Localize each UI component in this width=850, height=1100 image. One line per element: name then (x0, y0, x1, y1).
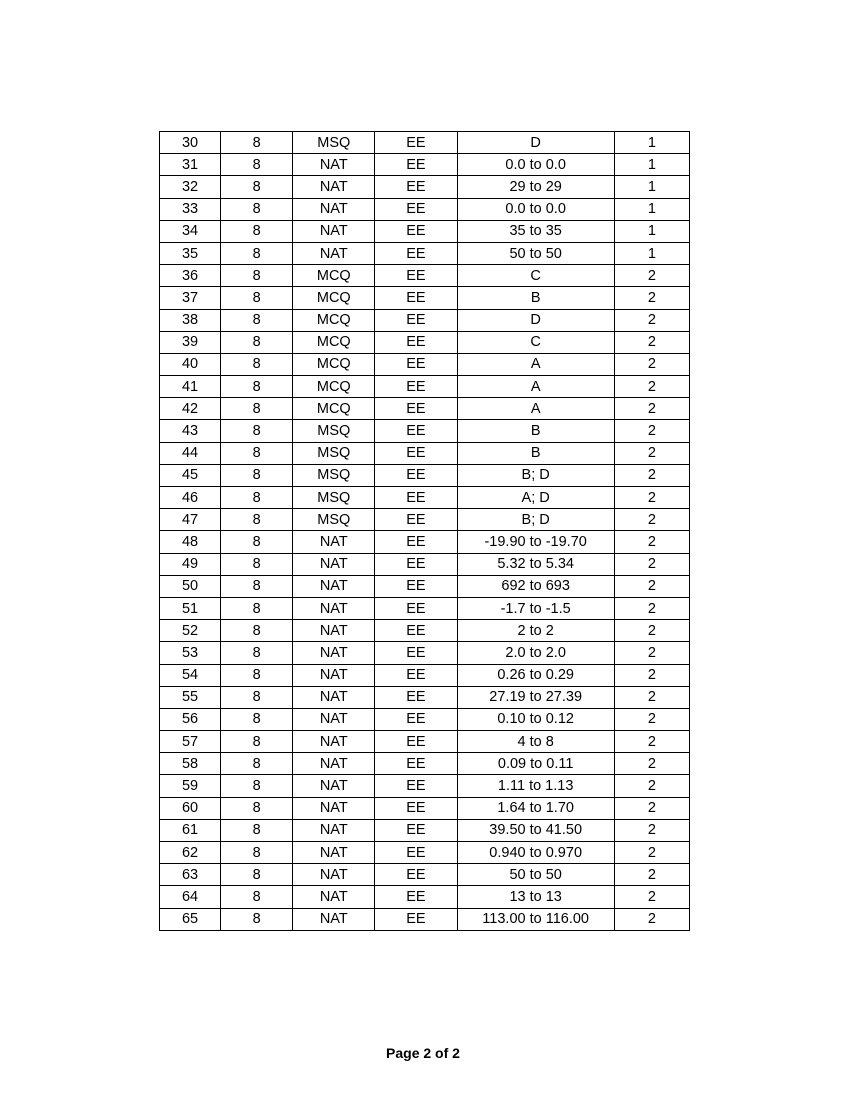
section-cell: EE (375, 398, 457, 420)
section-cell: EE (375, 509, 457, 531)
table-row (160, 686, 690, 708)
session-cell: 8 (221, 886, 293, 908)
session-cell: 8 (221, 642, 293, 664)
answer-key-cell: B; D (457, 509, 614, 531)
table-row (160, 864, 690, 886)
marks-cell: 1 (614, 198, 689, 220)
answer-key-cell: B (457, 420, 614, 442)
section-cell: EE (375, 597, 457, 619)
question-number-cell: 45 (160, 464, 221, 486)
marks-cell: 2 (614, 775, 689, 797)
question-type-cell: NAT (293, 642, 375, 664)
marks-cell: 1 (614, 176, 689, 198)
answer-key-cell: 1.11 to 1.13 (457, 775, 614, 797)
session-cell: 8 (221, 708, 293, 730)
question-type-cell: MCQ (293, 265, 375, 287)
question-number-cell: 52 (160, 620, 221, 642)
answer-key-cell: A (457, 398, 614, 420)
answer-key-cell: 50 to 50 (457, 864, 614, 886)
section-cell: EE (375, 220, 457, 242)
session-cell: 8 (221, 575, 293, 597)
marks-cell: 2 (614, 886, 689, 908)
question-type-cell: NAT (293, 731, 375, 753)
question-number-cell: 30 (160, 132, 221, 154)
answer-key-cell: -19.90 to -19.70 (457, 531, 614, 553)
question-number-cell: 43 (160, 420, 221, 442)
session-cell: 8 (221, 242, 293, 264)
question-number-cell: 62 (160, 842, 221, 864)
section-cell: EE (375, 886, 457, 908)
table-row (160, 797, 690, 819)
section-cell: EE (375, 487, 457, 509)
section-cell: EE (375, 797, 457, 819)
section-cell: EE (375, 731, 457, 753)
question-number-cell: 61 (160, 819, 221, 841)
question-number-cell: 33 (160, 198, 221, 220)
marks-cell: 1 (614, 132, 689, 154)
answer-key-cell: A; D (457, 487, 614, 509)
section-cell: EE (375, 464, 457, 486)
section-cell: EE (375, 376, 457, 398)
table-row (160, 597, 690, 619)
marks-cell: 2 (614, 287, 689, 309)
answer-key-cell: C (457, 265, 614, 287)
session-cell: 8 (221, 309, 293, 331)
session-cell: 8 (221, 775, 293, 797)
question-number-cell: 49 (160, 553, 221, 575)
question-number-cell: 37 (160, 287, 221, 309)
section-cell: EE (375, 908, 457, 930)
question-type-cell: MSQ (293, 464, 375, 486)
session-cell: 8 (221, 731, 293, 753)
answer-key-cell: 2.0 to 2.0 (457, 642, 614, 664)
question-type-cell: NAT (293, 620, 375, 642)
table-row (160, 753, 690, 775)
table-row (160, 620, 690, 642)
question-type-cell: NAT (293, 220, 375, 242)
session-cell: 8 (221, 176, 293, 198)
answer-key-cell: 0.0 to 0.0 (457, 198, 614, 220)
question-number-cell: 59 (160, 775, 221, 797)
table-row (160, 176, 690, 198)
section-cell: EE (375, 442, 457, 464)
marks-cell: 2 (614, 864, 689, 886)
question-number-cell: 31 (160, 154, 221, 176)
question-number-cell: 40 (160, 353, 221, 375)
answer-key-cell: 50 to 50 (457, 242, 614, 264)
question-type-cell: NAT (293, 553, 375, 575)
answer-key-cell: D (457, 309, 614, 331)
page-number: Page 2 of 2 (386, 1045, 460, 1061)
table-row (160, 287, 690, 309)
marks-cell: 2 (614, 420, 689, 442)
question-type-cell: MSQ (293, 442, 375, 464)
question-number-cell: 47 (160, 509, 221, 531)
question-type-cell: MCQ (293, 376, 375, 398)
session-cell: 8 (221, 487, 293, 509)
table-row (160, 154, 690, 176)
question-type-cell: NAT (293, 908, 375, 930)
session-cell: 8 (221, 553, 293, 575)
question-number-cell: 57 (160, 731, 221, 753)
question-number-cell: 48 (160, 531, 221, 553)
answer-key-cell: B; D (457, 464, 614, 486)
table-row (160, 819, 690, 841)
answer-key-body (160, 132, 690, 931)
section-cell: EE (375, 531, 457, 553)
table-row (160, 842, 690, 864)
question-type-cell: NAT (293, 154, 375, 176)
question-number-cell: 53 (160, 642, 221, 664)
marks-cell: 2 (614, 575, 689, 597)
question-type-cell: NAT (293, 531, 375, 553)
section-cell: EE (375, 331, 457, 353)
session-cell: 8 (221, 620, 293, 642)
section-cell: EE (375, 176, 457, 198)
table-row (160, 553, 690, 575)
marks-cell: 2 (614, 509, 689, 531)
question-type-cell: NAT (293, 198, 375, 220)
session-cell: 8 (221, 509, 293, 531)
question-type-cell: MSQ (293, 487, 375, 509)
session-cell: 8 (221, 664, 293, 686)
answer-key-cell: D (457, 132, 614, 154)
section-cell: EE (375, 132, 457, 154)
question-type-cell: NAT (293, 686, 375, 708)
section-cell: EE (375, 775, 457, 797)
answer-key-cell: C (457, 331, 614, 353)
marks-cell: 1 (614, 242, 689, 264)
question-number-cell: 36 (160, 265, 221, 287)
session-cell: 8 (221, 198, 293, 220)
section-cell: EE (375, 265, 457, 287)
answer-key-cell: 0.10 to 0.12 (457, 708, 614, 730)
marks-cell: 2 (614, 842, 689, 864)
section-cell: EE (375, 620, 457, 642)
section-cell: EE (375, 420, 457, 442)
table-row (160, 420, 690, 442)
table-row (160, 242, 690, 264)
table-row (160, 531, 690, 553)
marks-cell: 2 (614, 353, 689, 375)
table-row (160, 708, 690, 730)
question-number-cell: 64 (160, 886, 221, 908)
session-cell: 8 (221, 331, 293, 353)
marks-cell: 2 (614, 464, 689, 486)
session-cell: 8 (221, 753, 293, 775)
marks-cell: 2 (614, 908, 689, 930)
question-type-cell: NAT (293, 819, 375, 841)
question-type-cell: NAT (293, 797, 375, 819)
answer-key-table (159, 131, 690, 931)
answer-key-cell: 0.26 to 0.29 (457, 664, 614, 686)
question-number-cell: 42 (160, 398, 221, 420)
table-row (160, 132, 690, 154)
marks-cell: 2 (614, 642, 689, 664)
question-type-cell: NAT (293, 176, 375, 198)
question-number-cell: 50 (160, 575, 221, 597)
marks-cell: 2 (614, 686, 689, 708)
table-row (160, 464, 690, 486)
marks-cell: 2 (614, 664, 689, 686)
session-cell: 8 (221, 287, 293, 309)
question-type-cell: MSQ (293, 420, 375, 442)
question-number-cell: 63 (160, 864, 221, 886)
section-cell: EE (375, 154, 457, 176)
table-row (160, 198, 690, 220)
section-cell: EE (375, 686, 457, 708)
answer-key-cell: 39.50 to 41.50 (457, 819, 614, 841)
session-cell: 8 (221, 597, 293, 619)
question-type-cell: NAT (293, 775, 375, 797)
question-type-cell: NAT (293, 597, 375, 619)
table-row (160, 265, 690, 287)
question-number-cell: 32 (160, 176, 221, 198)
table-row (160, 220, 690, 242)
question-number-cell: 55 (160, 686, 221, 708)
session-cell: 8 (221, 398, 293, 420)
table-row (160, 731, 690, 753)
table-row (160, 509, 690, 531)
answer-key-cell: 13 to 13 (457, 886, 614, 908)
question-number-cell: 38 (160, 309, 221, 331)
answer-key-cell: 35 to 35 (457, 220, 614, 242)
table-row (160, 886, 690, 908)
session-cell: 8 (221, 464, 293, 486)
question-type-cell: NAT (293, 842, 375, 864)
question-type-cell: NAT (293, 886, 375, 908)
question-number-cell: 51 (160, 597, 221, 619)
question-number-cell: 39 (160, 331, 221, 353)
answer-key-cell: 0.0 to 0.0 (457, 154, 614, 176)
answer-key-cell: 5.32 to 5.34 (457, 553, 614, 575)
table-row (160, 353, 690, 375)
session-cell: 8 (221, 154, 293, 176)
session-cell: 8 (221, 797, 293, 819)
table-row (160, 442, 690, 464)
question-type-cell: MCQ (293, 309, 375, 331)
question-type-cell: NAT (293, 708, 375, 730)
marks-cell: 2 (614, 797, 689, 819)
question-type-cell: MCQ (293, 287, 375, 309)
section-cell: EE (375, 353, 457, 375)
answer-key-cell: 29 to 29 (457, 176, 614, 198)
session-cell: 8 (221, 376, 293, 398)
marks-cell: 2 (614, 597, 689, 619)
section-cell: EE (375, 642, 457, 664)
session-cell: 8 (221, 531, 293, 553)
marks-cell: 2 (614, 265, 689, 287)
answer-key-cell: 0.940 to 0.970 (457, 842, 614, 864)
section-cell: EE (375, 842, 457, 864)
question-type-cell: NAT (293, 242, 375, 264)
section-cell: EE (375, 287, 457, 309)
marks-cell: 2 (614, 487, 689, 509)
answer-key-cell: 692 to 693 (457, 575, 614, 597)
table-row (160, 775, 690, 797)
marks-cell: 2 (614, 442, 689, 464)
section-cell: EE (375, 309, 457, 331)
answer-key-cell: 27.19 to 27.39 (457, 686, 614, 708)
answer-key-cell: A (457, 376, 614, 398)
table-row (160, 398, 690, 420)
marks-cell: 2 (614, 620, 689, 642)
session-cell: 8 (221, 420, 293, 442)
question-type-cell: NAT (293, 753, 375, 775)
marks-cell: 2 (614, 376, 689, 398)
answer-key-cell: 4 to 8 (457, 731, 614, 753)
marks-cell: 2 (614, 731, 689, 753)
table-row (160, 309, 690, 331)
question-type-cell: NAT (293, 575, 375, 597)
answer-key-cell: 1.64 to 1.70 (457, 797, 614, 819)
question-type-cell: MCQ (293, 353, 375, 375)
answer-key-cell: B (457, 442, 614, 464)
table-row (160, 331, 690, 353)
table-row (160, 908, 690, 930)
section-cell: EE (375, 553, 457, 575)
answer-key-cell: 2 to 2 (457, 620, 614, 642)
question-number-cell: 35 (160, 242, 221, 264)
question-number-cell: 58 (160, 753, 221, 775)
section-cell: EE (375, 242, 457, 264)
session-cell: 8 (221, 132, 293, 154)
marks-cell: 2 (614, 309, 689, 331)
session-cell: 8 (221, 686, 293, 708)
table-row (160, 642, 690, 664)
question-number-cell: 41 (160, 376, 221, 398)
marks-cell: 2 (614, 753, 689, 775)
marks-cell: 2 (614, 708, 689, 730)
question-number-cell: 56 (160, 708, 221, 730)
question-number-cell: 60 (160, 797, 221, 819)
session-cell: 8 (221, 265, 293, 287)
marks-cell: 1 (614, 154, 689, 176)
session-cell: 8 (221, 442, 293, 464)
session-cell: 8 (221, 819, 293, 841)
session-cell: 8 (221, 220, 293, 242)
answer-key-cell: 0.09 to 0.11 (457, 753, 614, 775)
table-row (160, 575, 690, 597)
session-cell: 8 (221, 908, 293, 930)
section-cell: EE (375, 664, 457, 686)
question-type-cell: MSQ (293, 132, 375, 154)
answer-key-cell: B (457, 287, 614, 309)
question-number-cell: 46 (160, 487, 221, 509)
section-cell: EE (375, 198, 457, 220)
session-cell: 8 (221, 353, 293, 375)
section-cell: EE (375, 753, 457, 775)
section-cell: EE (375, 575, 457, 597)
section-cell: EE (375, 819, 457, 841)
answer-key-cell: -1.7 to -1.5 (457, 597, 614, 619)
marks-cell: 2 (614, 331, 689, 353)
question-number-cell: 54 (160, 664, 221, 686)
question-type-cell: MCQ (293, 398, 375, 420)
session-cell: 8 (221, 864, 293, 886)
question-number-cell: 65 (160, 908, 221, 930)
section-cell: EE (375, 864, 457, 886)
marks-cell: 2 (614, 398, 689, 420)
answer-key-cell: 113.00 to 116.00 (457, 908, 614, 930)
marks-cell: 2 (614, 553, 689, 575)
question-number-cell: 34 (160, 220, 221, 242)
marks-cell: 2 (614, 531, 689, 553)
table-row (160, 664, 690, 686)
question-type-cell: NAT (293, 664, 375, 686)
question-number-cell: 44 (160, 442, 221, 464)
marks-cell: 2 (614, 819, 689, 841)
question-type-cell: NAT (293, 864, 375, 886)
table-row (160, 376, 690, 398)
question-type-cell: MCQ (293, 331, 375, 353)
table-row (160, 487, 690, 509)
marks-cell: 1 (614, 220, 689, 242)
answer-key-cell: A (457, 353, 614, 375)
session-cell: 8 (221, 842, 293, 864)
question-type-cell: MSQ (293, 509, 375, 531)
section-cell: EE (375, 708, 457, 730)
